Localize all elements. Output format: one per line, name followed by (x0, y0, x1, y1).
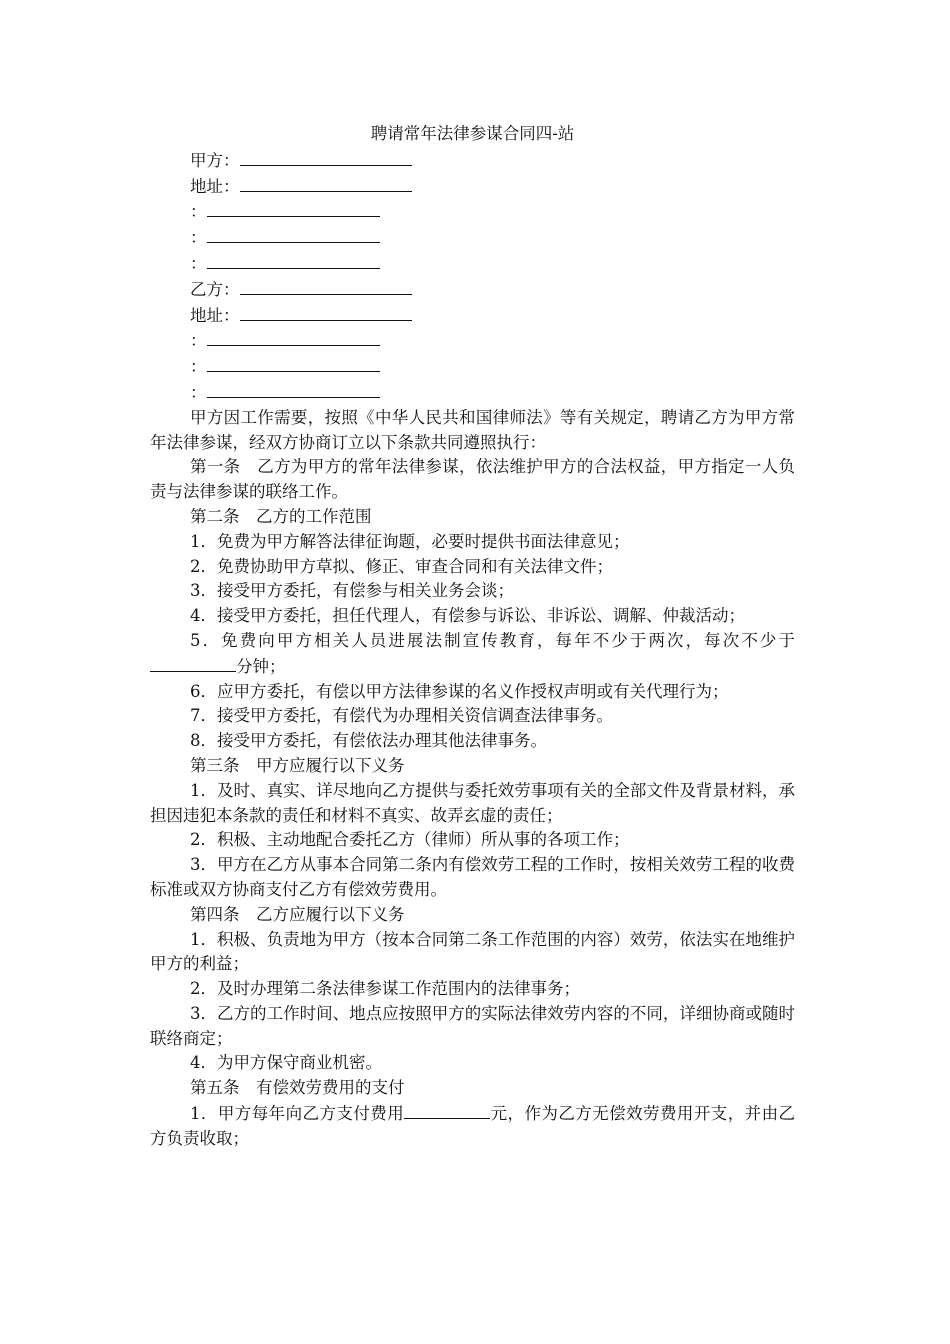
field-label: ： (190, 331, 207, 351)
blank-line (404, 1101, 490, 1119)
article-2-item-3: 3．接受甲方委托，有偿参与相关业务会谈； (190, 581, 514, 601)
blank-line (207, 354, 380, 372)
article-4-item-1: 1．积极、负责地为甲方（按本合同第二条工作范围的内容）效劳，依法实在地维护甲方的利益； (150, 929, 795, 974)
article-2-item-6: 6．应甲方委托，有偿以甲方法律参谋的名义作授权声明或有关代理行为； (190, 681, 729, 701)
field-label: ： (190, 253, 207, 273)
party-b-name-field (190, 277, 795, 303)
field-label: 地址： (190, 176, 240, 196)
field-label: 甲方： (190, 150, 240, 170)
party-a-name-field (190, 148, 795, 174)
article-4-item-2: 2．及时办理第二条法律参谋工作范围内的法律事务； (190, 979, 580, 999)
article-5-heading: 第五条 有偿效劳费用的支付 (190, 1078, 405, 1098)
article-2-item-5 (150, 629, 795, 680)
blank-line (207, 380, 380, 398)
party-a-extra-field (190, 251, 795, 277)
article-2-heading: 第二条 乙方的工作范围 (190, 506, 372, 526)
party-b-extra-field (190, 380, 795, 406)
blank-line (240, 148, 412, 166)
article-2-item-4: 4．接受甲方委托，担任代理人，有偿参与诉讼、非诉讼、调解、仲裁活动； (190, 606, 745, 626)
article-5-item-1 (150, 1101, 795, 1152)
blank-line (240, 277, 412, 295)
article-3-item-3: 3．甲方在乙方从事本合同第二条内有偿效劳工程的工作时，按相关效劳工程的收费标准或双方协商支付乙方有偿效劳费用。 (150, 855, 795, 899)
field-label: 地址： (190, 305, 240, 325)
party-b-address-field (190, 303, 795, 329)
field-label: 乙方： (190, 279, 240, 299)
blank-line (240, 303, 412, 321)
party-b-extra-field (190, 328, 795, 354)
blank-line (207, 251, 380, 269)
blank-line (240, 174, 412, 192)
party-a-extra-field (190, 225, 795, 251)
party-a-address-field (190, 174, 795, 200)
article-4-item-4: 4．为甲方保守商业机密。 (190, 1053, 382, 1073)
field-label: ： (190, 357, 207, 377)
article-3-heading: 第三条 甲方应履行以下义务 (190, 755, 405, 775)
blank-line (207, 199, 380, 217)
item-text: 5．免费向甲方相关人员进展法制宣传教育，每年不少于两次，每次不少于 (190, 630, 795, 650)
blank-line (207, 225, 380, 243)
contract-document (150, 122, 795, 1152)
party-fields (150, 148, 795, 406)
article-4-item-3: 3．乙方的工作时间、地点应按照甲方的实际法律效劳内容的不同，详细协商或随时联络商定； (150, 1003, 795, 1048)
article-3-item-2: 2．积极、主动地配合委托乙方（律师）所从事的各项工作； (190, 830, 630, 850)
blank-line (207, 328, 380, 346)
field-label: ： (190, 202, 207, 222)
article-2-item-2: 2．免费协助甲方草拟、修正、审查合同和有关法律文件； (190, 556, 613, 576)
item-text: 分钟； (236, 656, 286, 676)
blank-line (150, 654, 236, 672)
article-4-heading: 第四条 乙方应履行以下义务 (190, 904, 405, 924)
party-a-extra-field (190, 199, 795, 225)
preamble-paragraph: 甲方因工作需要，按照《中华人民共和国律师法》等有关规定，聘请乙方为甲方常年法律参谋，经双方协商订立以下条款共同遵照执行： (150, 407, 795, 452)
field-label: ： (190, 382, 207, 402)
article-3-item-1: 1．及时、真实、详尽地向乙方提供与委托效劳事项有关的全部文件及背景材料，承担因违犯本条款的责任和材料不真实、故弄玄虚的责任； (150, 780, 795, 825)
article-2-item-8: 8．接受甲方委托，有偿依法办理其他法律事务。 (190, 731, 547, 751)
party-b-extra-field (190, 354, 795, 380)
article-1: 第一条 乙方为甲方的常年法律参谋，依法维护甲方的合法权益，甲方指定一人负责与法律参谋的联络工作。 (150, 457, 795, 502)
article-2-item-1: 1．免费为甲方解答法律征询题，必要时提供书面法律意见； (190, 531, 630, 551)
document-title: 聘请常年法律参谋合同四-站 (370, 124, 575, 143)
item-text: 元，作为乙方无偿效劳费用开支，并由乙方负责收取； (150, 1104, 796, 1148)
item-text: 1．甲方每年向乙方支付费用 (190, 1104, 405, 1124)
contract-body (150, 406, 795, 1152)
article-2-item-7: 7．接受甲方委托，有偿代为办理相关资信调查法律事务。 (190, 706, 613, 726)
field-label: ： (190, 228, 207, 248)
